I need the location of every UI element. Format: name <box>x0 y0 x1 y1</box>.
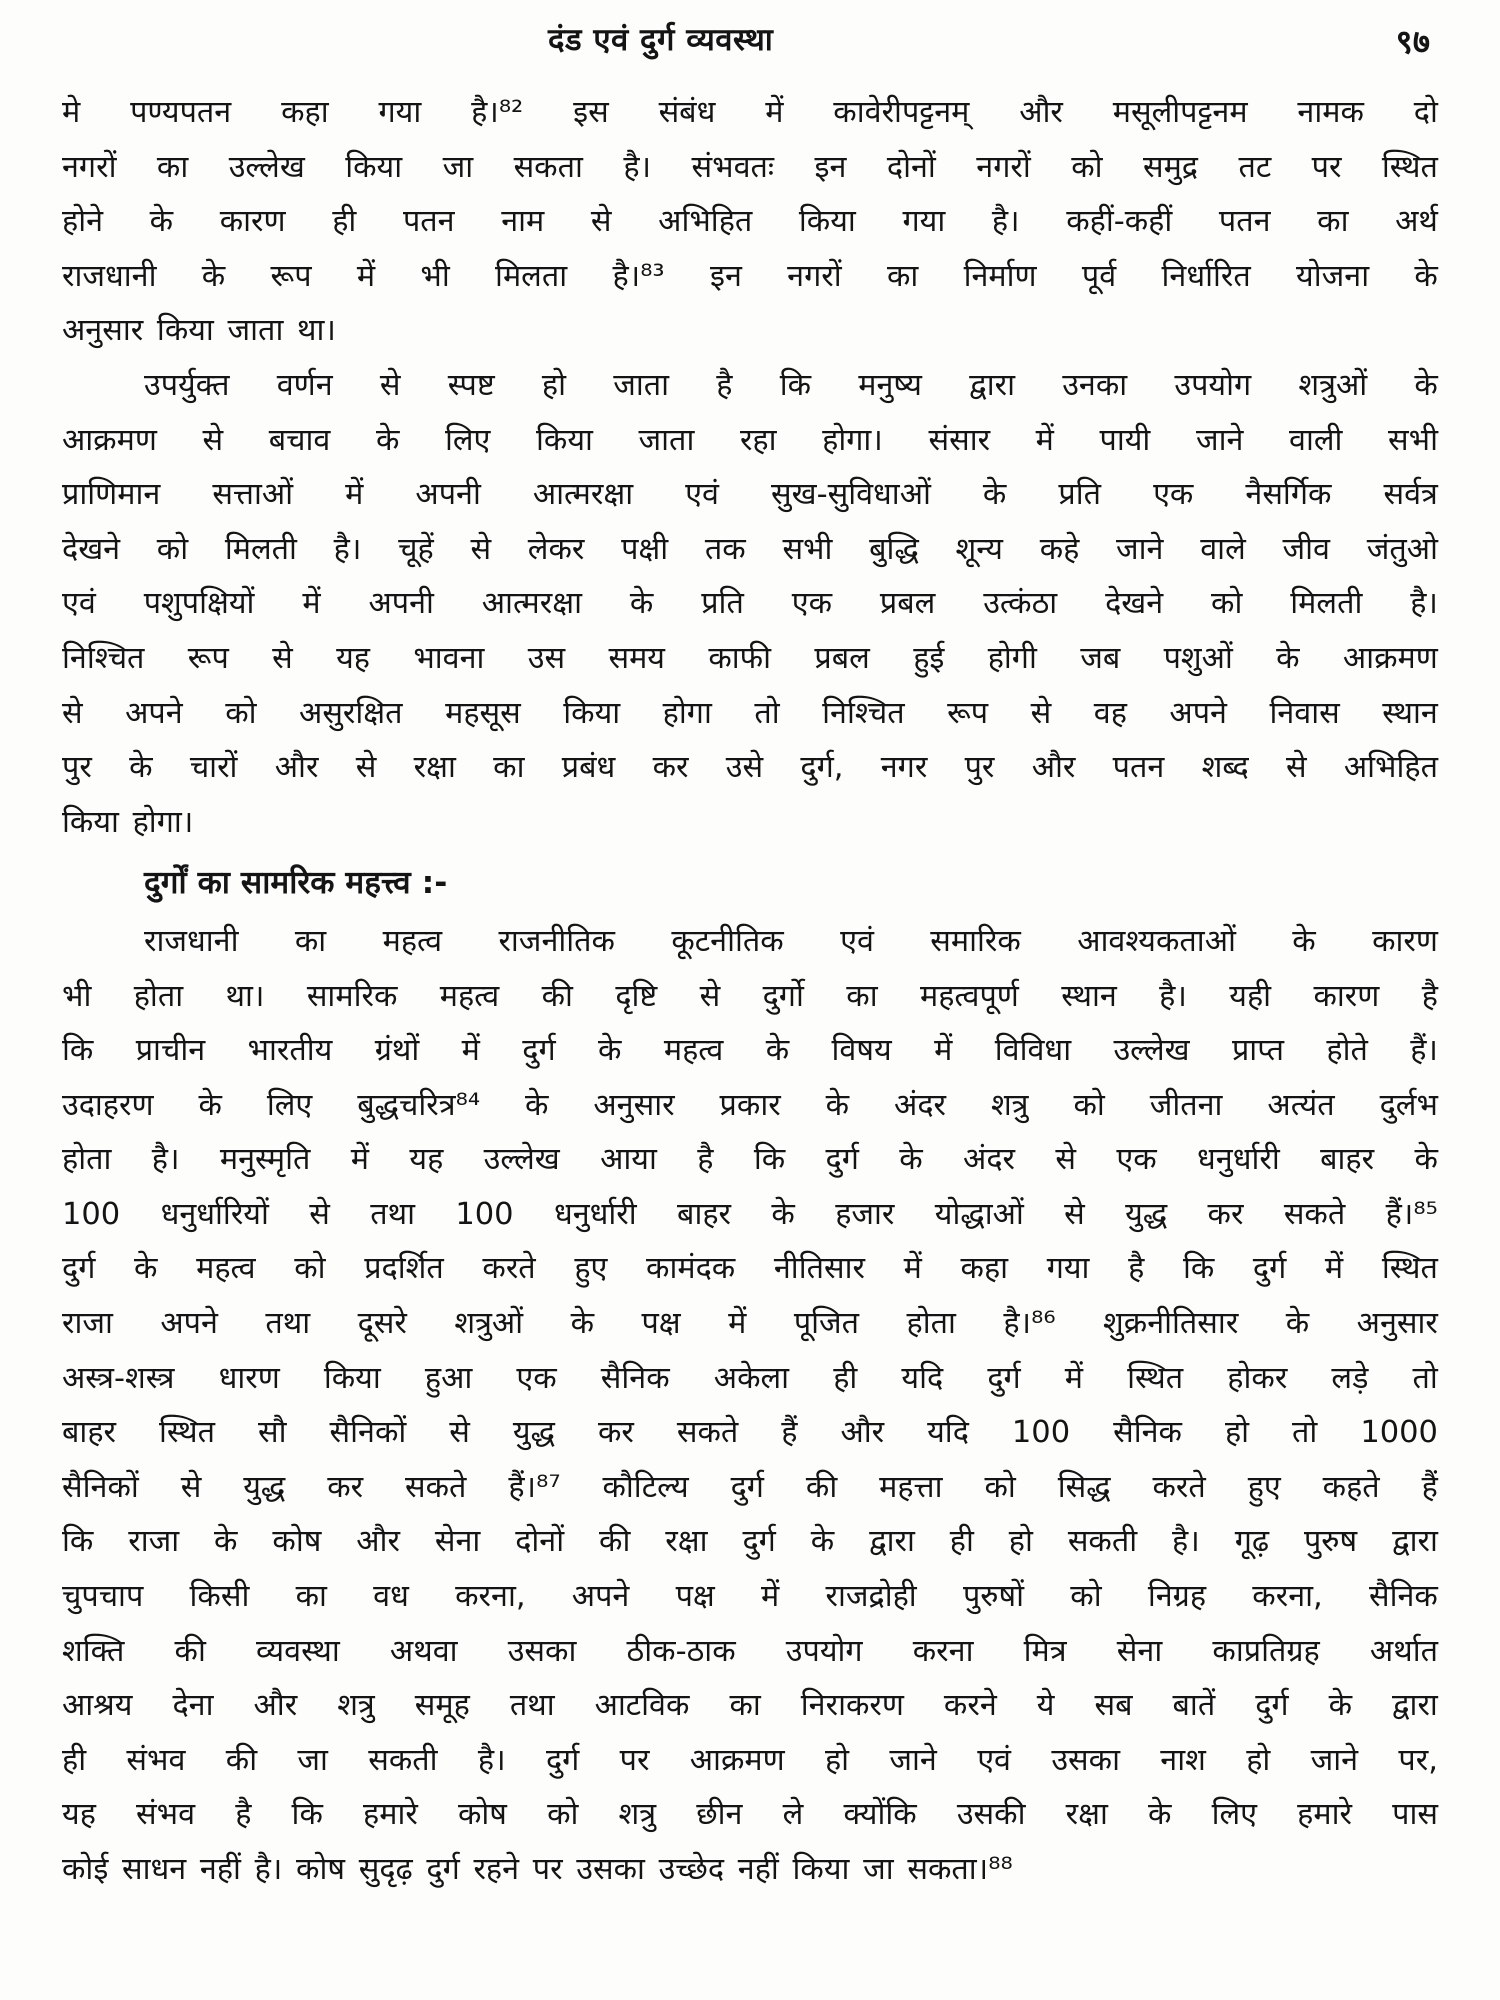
text-line: मे पण्यपतन कहा गया है।⁸² इस संबंध में कावेरीपट्टनम् और मसूलीपट्टनम नामक दो <box>62 95 1438 130</box>
text-line: होने के कारण ही पतन नाम से अभिहित किया गया है। कहीं-कहीं पतन का अर्थ <box>62 204 1438 240</box>
text-line: कि राजा के कोष और सेना दोनों की रक्षा दुर्ग के द्वारा ही हो सकती है। गूढ़ पुरुष द्वारा <box>62 1524 1438 1560</box>
text-line: कि प्राचीन भारतीय ग्रंथों में दुर्ग के महत्व के विषय में विविधा उल्लेख प्राप्त होते हैं। <box>62 1033 1438 1069</box>
text-line: आक्रमण से बचाव के लिए किया जाता रहा होगा। संसार में पायी जाने वाली सभी <box>62 422 1438 458</box>
text-line: सैनिकों से युद्ध कर सकते हैं।⁸⁷ कौटिल्य दुर्ग की महत्ता को सिद्ध करते हुए कहते हैं <box>62 1469 1438 1505</box>
text-line: शक्ति की व्यवस्था अथवा उसका ठीक-ठाक उपयोग करना मित्र सेना काप्रतिग्रह अर्थात <box>62 1633 1438 1669</box>
text-line: राजधानी का महत्व राजनीतिक कूटनीतिक एवं समारिक आवश्यकताओं के कारण <box>144 923 1438 959</box>
section-heading: दुर्गों का सामरिक महत्त्व :- <box>144 865 448 902</box>
text-line: पुर के चारों और से रक्षा का प्रबंध कर उसे दुर्ग, नगर पुर और पतन शब्द से अभिहित <box>62 750 1438 786</box>
text-line: राजा अपने तथा दूसरे शत्रुओं के पक्ष में पूजित होता है।⁸⁶ शुक्रनीतिसार के अनुसार <box>62 1306 1438 1342</box>
text-line: निश्चित रूप से यह भावना उस समय काफी प्रबल हुई होगी जब पशुओं के आक्रमण <box>62 640 1438 676</box>
text-line: एवं पशुपक्षियों में अपनी आत्मरक्षा के प्रति एक प्रबल उत्कंठा देखने को मिलती है। <box>62 586 1438 622</box>
page-number: ९७ <box>1395 22 1430 61</box>
text-line: चुपचाप किसी का वध करना, अपने पक्ष में राजद्रोही पुरुषों को निग्रह करना, सैनिक <box>62 1579 1438 1615</box>
text-line: बाहर स्थित सौ सैनिकों से युद्ध कर सकते हैं और यदि 100 सैनिक हो तो 1000 <box>62 1415 1438 1451</box>
text-line: राजधानी के रूप में भी मिलता है।⁸³ इन नगरों का निर्माण पूर्व निर्धारित योजना के <box>62 258 1438 294</box>
text-line: देखने को मिलती है। चूहें से लेकर पक्षी तक सभी बुद्धि शून्य कहे जाने वाले जीव जंतुओ <box>62 531 1438 567</box>
text-line: 100 धनुर्धारियों से तथा 100 धनुर्धारी बाहर के हजार योद्धाओं से युद्ध कर सकते हैं।⁸⁵ <box>62 1196 1438 1232</box>
text-line: उपर्युक्त वर्णन से स्पष्ट हो जाता है कि मनुष्य द्वारा उनका उपयोग शत्रुओं के <box>144 367 1438 403</box>
text-line: आश्रय देना और शत्रु समूह तथा आटविक का निराकरण करने ये सब बातें दुर्ग के द्वारा <box>62 1688 1438 1724</box>
text-line: अस्त्र-शस्त्र धारण किया हुआ एक सैनिक अकेला ही यदि दुर्ग में स्थित होकर लड़े तो <box>62 1360 1438 1396</box>
text-line: दुर्ग के महत्व को प्रदर्शित करते हुए कामंदक नीतिसार में कहा गया है कि दुर्ग में स्थित <box>62 1251 1438 1287</box>
text-line: भी होता था। सामरिक महत्व की दृष्टि से दुर्गो का महत्वपूर्ण स्थान है। यही कारण है <box>62 978 1438 1014</box>
chapter-title: दंड एवं दुर्ग व्यवस्था <box>548 22 774 58</box>
text-line: ही संभव की जा सकती है। दुर्ग पर आक्रमण हो जाने एवं उसका नाश हो जाने पर, <box>62 1742 1438 1778</box>
text-line: से अपने को असुरक्षित महसूस किया होगा तो निश्चित रूप से वह अपने निवास स्थान <box>62 695 1438 731</box>
text-line: उदाहरण के लिए बुद्धचरित्र⁸⁴ के अनुसार प्रकार के अंदर शत्रु को जीतना अत्यंत दुर्लभ <box>62 1087 1438 1123</box>
text-line: यह संभव है कि हमारे कोष को शत्रु छीन ले क्योंकि उसकी रक्षा के लिए हमारे पास <box>62 1797 1438 1833</box>
text-line: होता है। मनुस्मृति में यह उल्लेख आया है कि दुर्ग के अंदर से एक धनुर्धारी बाहर के <box>62 1142 1438 1178</box>
body-text <box>62 86 1438 1898</box>
text-line: अनुसार किया जाता था। <box>62 313 336 349</box>
text-line: कोई साधन नहीं है। कोष सुदृढ़ दुर्ग रहने पर उसका उच्छेद नहीं किया जा सकता।⁸⁸ <box>62 1852 1013 1887</box>
text-line: प्राणिमान सत्ताओं में अपनी आत्मरक्षा एवं सुख-सुविधाओं के प्रति एक नैसर्गिक सर्वत्र <box>62 477 1438 513</box>
running-header <box>0 18 1500 68</box>
text-line: किया होगा। <box>62 804 194 840</box>
text-line: नगरों का उल्लेख किया जा सकता है। संभवतः इन दोनों नगरों को समुद्र तट पर स्थित <box>62 149 1438 185</box>
